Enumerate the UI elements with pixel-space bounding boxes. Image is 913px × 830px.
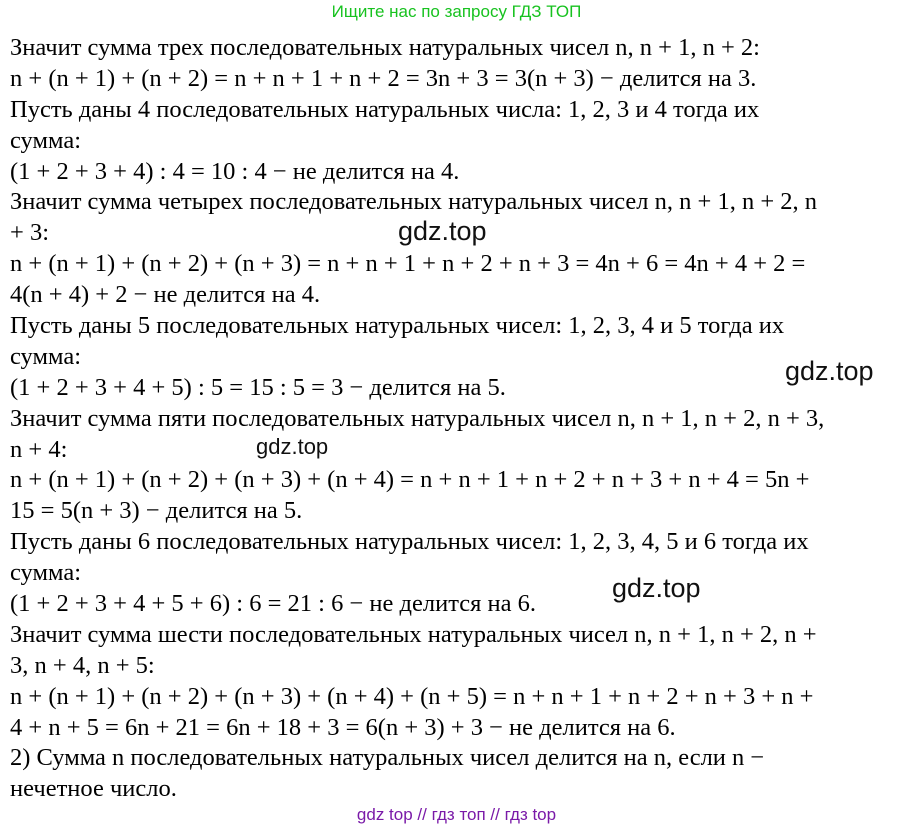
text-line: 4 + n + 5 = 6n + 21 = 6n + 18 + 3 = 6(n + 3) + 3 − не делится на 6. [10,713,676,741]
text-line: 15 = 5(n + 3) − делится на 5. [10,497,303,525]
text-line: n + (n + 1) + (n + 2) + (n + 3) + (n + 4) = n + n + 1 + n + 2 + n + 3 + n + 4 = 5n + [10,466,810,494]
text-line: Значит сумма четырех последовательных натуральных чисел n, n + 1, n + 2, n [10,188,818,216]
text-line: (1 + 2 + 3 + 4) : 4 = 10 : 4 − не делится на 4. [10,157,460,185]
text-line: n + (n + 1) + (n + 2) = n + n + 1 + n + 2 = 3n + 3 = 3(n + 3) − делится на 3. [10,64,757,92]
search-hint-header: Ищите нас по запросу ГДЗ ТОП [331,2,582,21]
watermark: gdz.top [256,434,329,459]
text-line: Пусть даны 6 последовательных натуральных чисел: 1, 2, 3, 4, 5 и 6 тогда их [10,528,809,556]
text-line: 3, n + 4, n + 5: [10,651,155,679]
text-line: + 3: [10,219,49,247]
text-line: n + (n + 1) + (n + 2) + (n + 3) = n + n + 1 + n + 2 + n + 3 = 4n + 6 = 4n + 4 + 2 = [10,250,806,278]
text-line: 2) Сумма n последовательных натуральных чисел делится на n, если n − [10,744,765,772]
solution-text [10,33,905,805]
text-line: сумма: [10,342,81,370]
text-line: (1 + 2 + 3 + 4 + 5 + 6) : 6 = 21 : 6 − не делится на 6. [10,590,536,618]
text-line: Пусть даны 4 последовательных натуральных числа: 1, 2, 3 и 4 тогда их [10,95,760,123]
text-line: Значит сумма трех последовательных натуральных чисел n, n + 1, n + 2: [10,34,760,61]
text-line: (1 + 2 + 3 + 4 + 5) : 5 = 15 : 5 = 3 − делится на 5. [10,373,506,401]
text-line: Значит сумма пяти последовательных натуральных чисел n, n + 1, n + 2, n + 3, [10,404,825,432]
footer-links: gdz top // гдз топ // гдз top [356,805,557,824]
text-line: Пусть даны 5 последовательных натуральных чисел: 1, 2, 3, 4 и 5 тогда их [10,312,785,340]
text-line: Значит сумма шести последовательных натуральных чисел n, n + 1, n + 2, n + [10,620,817,648]
watermark: gdz.top [612,573,701,603]
text-line: сумма: [10,559,81,587]
text-line: нечетное число. [10,775,177,803]
watermark: gdz.top [398,216,487,246]
text-line: n + 4: [10,435,68,463]
watermark: gdz.top [785,356,874,386]
text-line: 4(n + 4) + 2 − не делится на 4. [10,281,321,309]
text-line: n + (n + 1) + (n + 2) + (n + 3) + (n + 4) + (n + 5) = n + n + 1 + n + 2 + n + 3 + n + [10,682,814,710]
text-line: сумма: [10,126,81,154]
